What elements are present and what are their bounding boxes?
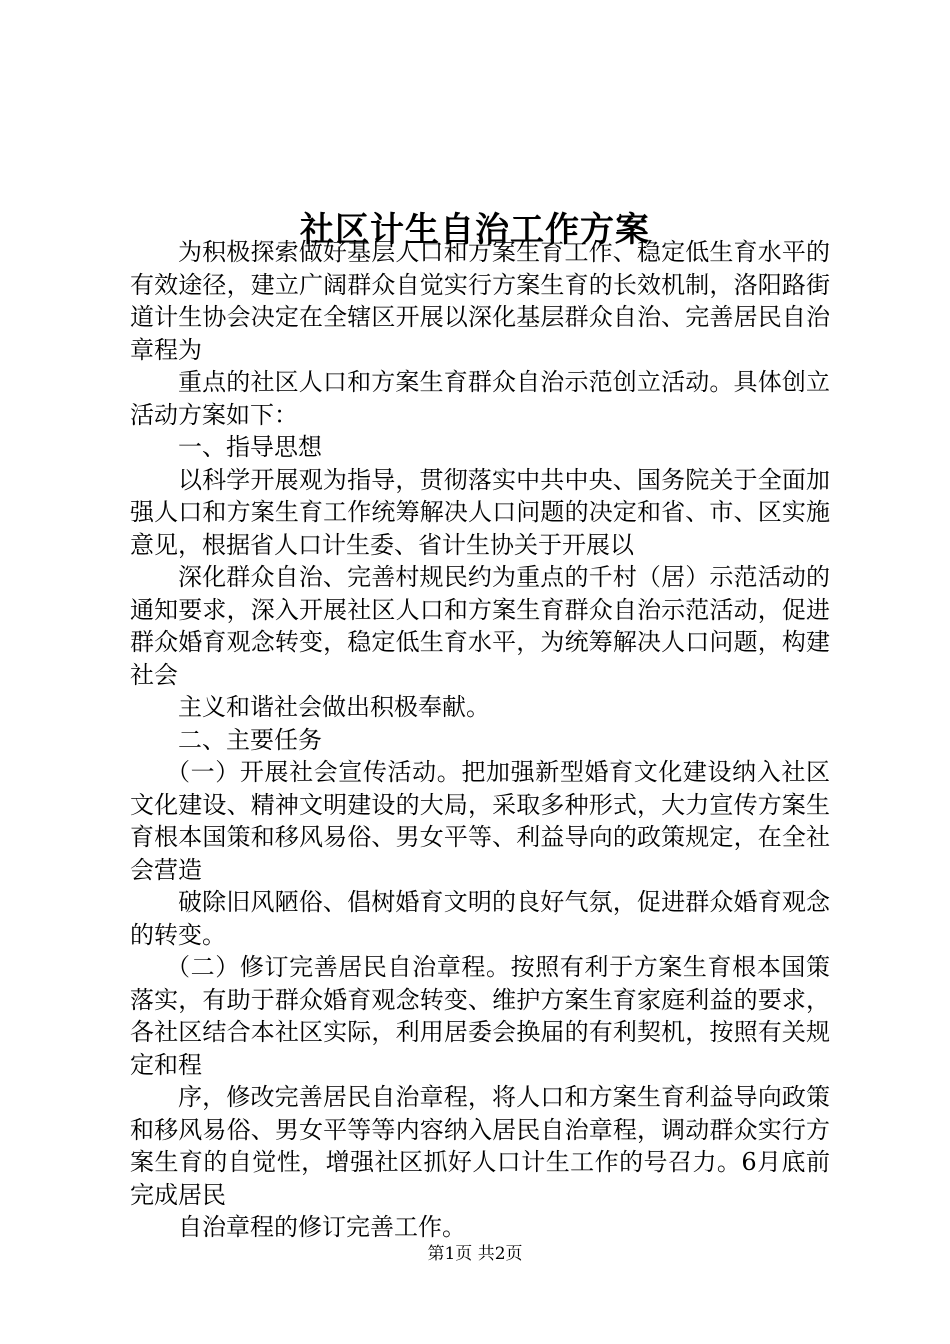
paragraph-guiding-thought-end: 主义和谐社会做出积极奉献。 bbox=[178, 693, 490, 721]
paragraph-intro: 为积极探索做好基层人口和方案生育工作、稳定低生育水平的有效途径，建立广阔群众自觉实行方案生育的长效机制，洛阳路街道计生协会决定在全辖区开展以深化基层群众自治、完善居民自治章程为 bbox=[130, 238, 830, 364]
page-title: 社区计生自治工作方案 bbox=[300, 209, 650, 250]
paragraph-task-2-end: 自治章程的修订完善工作。 bbox=[178, 1213, 466, 1241]
section-heading-guiding-thought: 一、指导思想 bbox=[178, 433, 322, 461]
paragraph-task-2: （二）修订完善居民自治章程。按照有利于方案生育根本国策落实，有助于群众婚育观念转变、维护方案生育家庭利益的要求，各社区结合本社区实际，利用居委会换届的有利契机，按照有关规定和程 bbox=[130, 953, 830, 1079]
paragraph-task-1-continued: 破除旧风陋俗、倡树婚育文明的良好气氛，促进群众婚育观念的转变。 bbox=[130, 888, 830, 949]
paragraph-task-2-continued: 序，修改完善居民自治章程，将人口和方案生育利益导向政策和移风易俗、男女平等等内容纳入居民自治章程，调动群众实行方案生育的自觉性，增强社区抓好人口计生工作的号召力。6月底前完成居民 bbox=[130, 1083, 830, 1209]
paragraph-guiding-thought-continued: 深化群众自治、完善村规民约为重点的千村（居）示范活动的通知要求，深入开展社区人口和方案生育群众自治示范活动，促进群众婚育观念转变，稳定低生育水平，为统筹解决人口问题，构建社会 bbox=[130, 563, 830, 689]
page-footer: 第1页 共2页 bbox=[427, 1244, 523, 1264]
section-heading-main-tasks: 二、主要任务 bbox=[178, 725, 322, 754]
document-body bbox=[130, 236, 830, 1244]
paragraph-task-1: （一）开展社会宣传活动。把加强新型婚育文化建设纳入社区文化建设、精神文明建设的大局，采取多种形式，大力宣传方案生育根本国策和移风易俗、男女平等、利益导向的政策规定，在全社会营造 bbox=[130, 758, 830, 884]
paragraph-guiding-thought: 以科学开展观为指导，贯彻落实中共中央、国务院关于全面加强人口和方案生育工作统筹解决人口问题的决定和省、市、区实施意见，根据省人口计生委、省计生协关于开展以 bbox=[130, 465, 830, 559]
paragraph-intro-continued: 重点的社区人口和方案生育群众自治示范创立活动。具体创立活动方案如下： bbox=[130, 368, 830, 429]
